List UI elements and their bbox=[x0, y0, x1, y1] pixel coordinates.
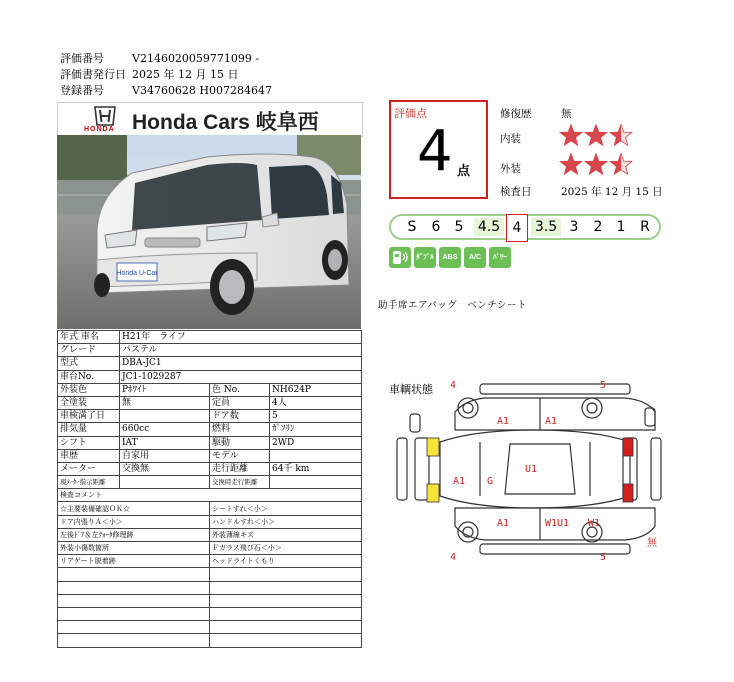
inspection-date-value: 2025 年 12 月 15 日 bbox=[561, 186, 663, 198]
interior-star-icon bbox=[585, 125, 607, 146]
spec-value: 660cc bbox=[120, 423, 210, 436]
spec-label: 定員 bbox=[210, 396, 270, 409]
spec-value: ｶﾞｿﾘﾝ bbox=[270, 423, 362, 436]
grade-item: R bbox=[640, 219, 650, 235]
comment-item: 左後ﾄﾞｱ＆左ｸｫｰﾀ修理跡 bbox=[58, 528, 210, 541]
front-left-door-mark: A1 bbox=[497, 416, 510, 427]
comment-item: ☆主要装備確認ＯＫ☆ bbox=[58, 502, 210, 515]
table-row bbox=[58, 436, 362, 449]
spec-value: JC1-1029287 bbox=[120, 370, 362, 383]
spec-label: 車検満了日 bbox=[58, 410, 120, 423]
grade-item: 3 bbox=[569, 219, 579, 235]
interior-stars bbox=[559, 124, 635, 148]
spec-label: 年式 車名 bbox=[58, 331, 120, 344]
spec-value: 5 bbox=[270, 410, 362, 423]
spec-label: グレード bbox=[58, 344, 120, 357]
front-left-lamp-mark bbox=[427, 438, 439, 456]
score-unit: 点 bbox=[457, 164, 471, 179]
interior-star-icon bbox=[560, 125, 582, 146]
table-row bbox=[58, 383, 362, 396]
spec-label: 外装色 bbox=[58, 383, 120, 396]
grade-item: 4.5 bbox=[474, 218, 504, 236]
dealer-name: Honda Cars 岐阜西 bbox=[132, 111, 319, 134]
issue-date-label: 評価書発行日 bbox=[60, 68, 126, 81]
dealer-banner bbox=[57, 102, 363, 137]
spec-value: IAT bbox=[120, 436, 210, 449]
table-row bbox=[58, 331, 362, 344]
ucar-badge: Honda U-Car bbox=[116, 270, 158, 277]
spec-label: 全塗装 bbox=[58, 396, 120, 409]
table-row bbox=[58, 568, 362, 581]
grade-scale bbox=[389, 214, 661, 240]
table-row bbox=[58, 489, 362, 502]
power-window-icon: ﾊﾟﾜｰ bbox=[489, 247, 511, 268]
comment-item: リアゲート脱着跡 bbox=[58, 555, 210, 568]
spec-label: 現ﾒｰﾀｰ指示距離 bbox=[58, 476, 120, 489]
eval-number-value: V2146020059771099 - bbox=[132, 52, 260, 65]
grade-item: 5 bbox=[454, 219, 464, 235]
condition-title: 車輌状態 bbox=[389, 383, 433, 396]
spec-label: 排気量 bbox=[58, 423, 120, 436]
comment-item: ドア内張りＡ＜小＞ bbox=[58, 515, 210, 528]
header-info bbox=[60, 51, 360, 99]
comment-item bbox=[210, 568, 362, 581]
table-row bbox=[58, 555, 362, 568]
table-row bbox=[58, 423, 362, 436]
rear-right-tire-mark: 5 bbox=[600, 552, 607, 563]
rear-center-mark: W1U1 bbox=[545, 518, 570, 529]
table-row bbox=[58, 462, 362, 475]
comment-item: ハンドルすれ＜小＞ bbox=[210, 515, 362, 528]
exterior-label: 外装 bbox=[500, 163, 521, 175]
table-row bbox=[58, 357, 362, 370]
table-row bbox=[58, 634, 362, 647]
smart-key-icon bbox=[389, 247, 411, 268]
spec-value: 4人 bbox=[270, 396, 362, 409]
left-side-mark-a: A1 bbox=[453, 476, 466, 487]
exterior-star-icon bbox=[560, 154, 582, 175]
spec-label: メーター bbox=[58, 462, 120, 475]
comment-item bbox=[58, 568, 210, 581]
table-row bbox=[58, 542, 362, 555]
comment-title: 検査コメント bbox=[58, 489, 362, 502]
spec-label: 車歴 bbox=[58, 449, 120, 462]
honda-logo-icon bbox=[92, 106, 118, 126]
spec-value: 2WD bbox=[270, 436, 362, 449]
table-row bbox=[58, 528, 362, 541]
spec-label: 駆動 bbox=[210, 436, 270, 449]
inspection-date-label: 検査日 bbox=[500, 186, 532, 198]
spec-value: Pﾎﾜｲﾄ bbox=[120, 383, 210, 396]
grade-item: 2 bbox=[593, 219, 603, 235]
comment-item: シートすれ＜小＞ bbox=[210, 502, 362, 515]
table-row bbox=[58, 476, 362, 489]
table-row bbox=[58, 502, 362, 515]
spec-label: 型式 bbox=[58, 357, 120, 370]
spec-value: 無 bbox=[120, 396, 210, 409]
comment-item bbox=[58, 607, 210, 620]
spec-value bbox=[120, 410, 210, 423]
comment-item bbox=[210, 634, 362, 647]
spec-label: 車台No. bbox=[58, 370, 120, 383]
table-row bbox=[58, 449, 362, 462]
vehicle-photo bbox=[57, 135, 361, 329]
roof-mark: U1 bbox=[525, 464, 538, 475]
spec-value: 自家用 bbox=[120, 449, 210, 462]
front-left-tire-mark: 4 bbox=[450, 380, 457, 391]
registration-label: 登録番号 bbox=[60, 84, 104, 97]
spec-table bbox=[57, 330, 362, 648]
grade-item: S bbox=[407, 219, 417, 235]
comment-item: 外装小傷数箇所 bbox=[58, 542, 210, 555]
abs-icon: ABS bbox=[439, 247, 461, 268]
eval-number-label: 評価番号 bbox=[60, 52, 104, 65]
interior-label: 内装 bbox=[500, 133, 521, 145]
spec-value bbox=[120, 476, 210, 489]
comment-item: Ｆガラス飛び石＜小＞ bbox=[210, 542, 362, 555]
comment-item bbox=[210, 607, 362, 620]
spec-label: ドア数 bbox=[210, 410, 270, 423]
registration-value: V34760628 H007284647 bbox=[132, 84, 273, 97]
exterior-stars bbox=[559, 153, 635, 177]
evaluation-score-box bbox=[389, 100, 488, 199]
exterior-star-icon bbox=[585, 154, 607, 175]
rear-left-door-mark: A1 bbox=[497, 518, 510, 529]
table-row bbox=[58, 581, 362, 594]
table-row bbox=[58, 370, 362, 383]
score-value: 4 bbox=[417, 119, 453, 184]
grade-item: 1 bbox=[616, 219, 626, 235]
repair-history-label: 修復歴 bbox=[500, 108, 532, 120]
left-side-mark-b: G bbox=[487, 476, 494, 487]
grade-item: 3.5 bbox=[531, 218, 561, 236]
table-row bbox=[58, 621, 362, 634]
honda-wordmark: HONDA bbox=[84, 126, 115, 133]
spec-value: 交換無 bbox=[120, 462, 210, 475]
table-row bbox=[58, 410, 362, 423]
comment-item: ヘッドライトくもり bbox=[210, 555, 362, 568]
rear-note-mark: 無 bbox=[647, 538, 657, 549]
grade-item: 6 bbox=[431, 219, 441, 235]
grade-item-selected: 4 bbox=[506, 214, 528, 242]
front-right-door-mark: A1 bbox=[545, 416, 558, 427]
comment-item bbox=[210, 621, 362, 634]
spec-label: シフト bbox=[58, 436, 120, 449]
spec-value: パステル bbox=[120, 344, 362, 357]
spec-value: DBA-JC1 bbox=[120, 357, 362, 370]
spec-label: 色 No. bbox=[210, 383, 270, 396]
spec-value bbox=[270, 476, 362, 489]
front-right-tire-mark: 5 bbox=[600, 380, 607, 391]
comment-item bbox=[58, 634, 210, 647]
spec-label: 交換時走行距離 bbox=[210, 476, 270, 489]
spec-value bbox=[270, 449, 362, 462]
comment-item bbox=[58, 621, 210, 634]
car-condition-diagram bbox=[385, 372, 675, 582]
spec-label: 燃料 bbox=[210, 423, 270, 436]
rear-right-mark: W1 bbox=[588, 518, 601, 529]
comment-item bbox=[58, 581, 210, 594]
rear-left-lamp-mark bbox=[623, 438, 633, 456]
spec-value: 64千 km bbox=[270, 462, 362, 475]
rear-right-lamp-mark bbox=[623, 484, 633, 502]
dual-airbag-icon: ﾀﾞﾌﾞﾙ bbox=[414, 247, 436, 268]
spec-value: H21年 ライフ bbox=[120, 331, 362, 344]
spec-value: NH624P bbox=[270, 383, 362, 396]
table-row bbox=[58, 607, 362, 620]
table-row bbox=[58, 515, 362, 528]
spec-label: モデル bbox=[210, 449, 270, 462]
front-right-lamp-mark bbox=[427, 484, 439, 502]
table-row bbox=[58, 344, 362, 357]
spec-label: 走行距離 bbox=[210, 462, 270, 475]
table-row bbox=[58, 594, 362, 607]
options-text: 助手席エアバッグ ベンチシート bbox=[378, 300, 528, 311]
air-conditioner-icon: A/C bbox=[464, 247, 486, 268]
comment-item bbox=[58, 594, 210, 607]
comment-item bbox=[210, 581, 362, 594]
comment-item bbox=[210, 594, 362, 607]
rear-left-tire-mark: 4 bbox=[450, 552, 457, 563]
repair-history-value: 無 bbox=[561, 108, 572, 120]
comment-item: 外装薄線キズ bbox=[210, 528, 362, 541]
score-label: 評価点 bbox=[394, 107, 427, 120]
table-row bbox=[58, 396, 362, 409]
issue-date-value: 2025 年 12 月 15 日 bbox=[132, 68, 239, 81]
